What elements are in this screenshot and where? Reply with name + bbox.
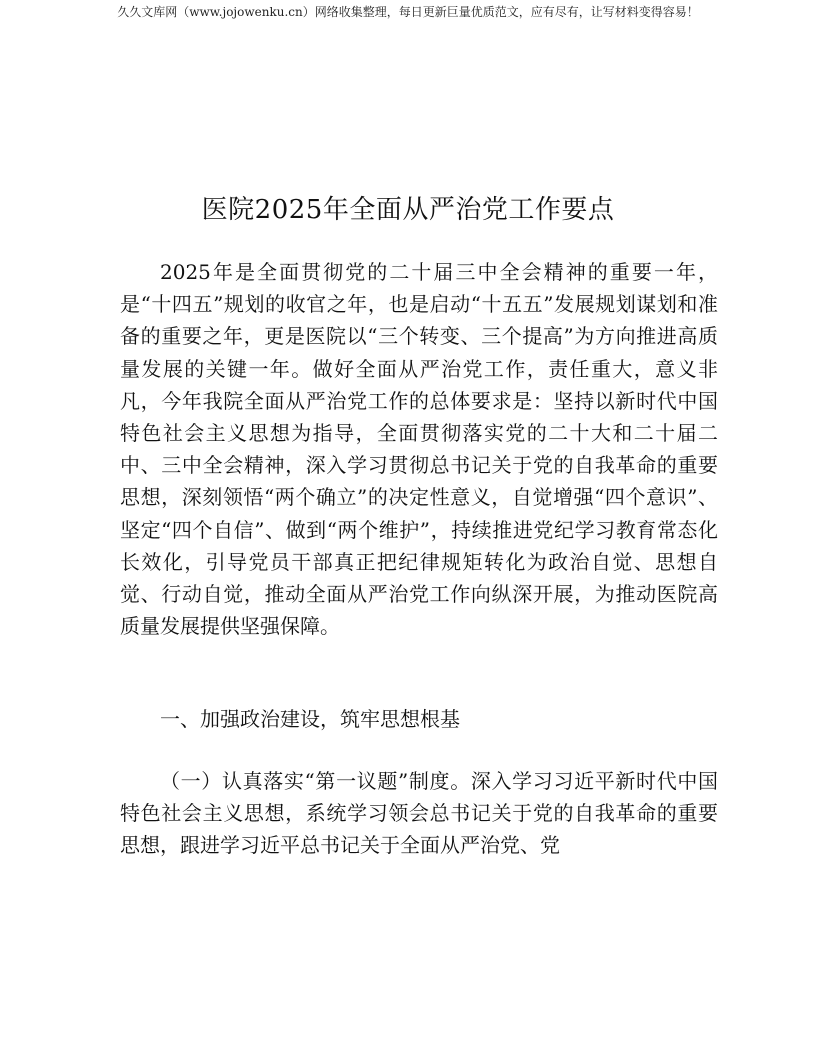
header-note: 久久文库网（www.jojowenku.cn）网络收集整理，每日更新巨量优质范文，应有尽有，让写材料变得容易！ [117,5,699,19]
subsection-paragraph: （一）认真落实“第一议题”制度。深入学习习近平新时代中国特色社会主义思想，系统学习领会总书记关于党的自我革命的重要思想，跟进学习近平总书记关于全面从严治党、党 [120,769,718,858]
document-title: 医院2025年全面从严治党工作要点 [201,195,615,225]
section-heading: 一、加强政治建设，筑牢思想根基 [160,707,460,731]
intro-paragraph: 2025年是全面贯彻党的二十届三中全会精神的重要一年，是“十四五”规划的收官之年，也是启动“十五五”发展规划谋划和准备的重要之年，更是医院以“三个转变、三个提高”为方向推进高质量发展的关键一年。做好全面从严治党工作，责任重大，意义非凡，今年我院全面从严治党工作的总体要求是：坚持以新时代中国特色社会主义思想为指导，全面贯彻落实党的二十大和二十届二中、三中全会精神，深入学习贯彻总书记关于党的自我革命的重要思想，深刻领悟“两个确立”的决定性意义，自觉增强“四个意识”、坚定“四个自信”、做到“两个维护”，持续推进党纪学习教育常态化长效化，引导党员干部真正把纪律规矩转化为政治自觉、思想自觉、行动自觉，推动全面从严治党工作向纵深开展，为推动医院高质量发展提供坚强保障。 [120,260,718,639]
